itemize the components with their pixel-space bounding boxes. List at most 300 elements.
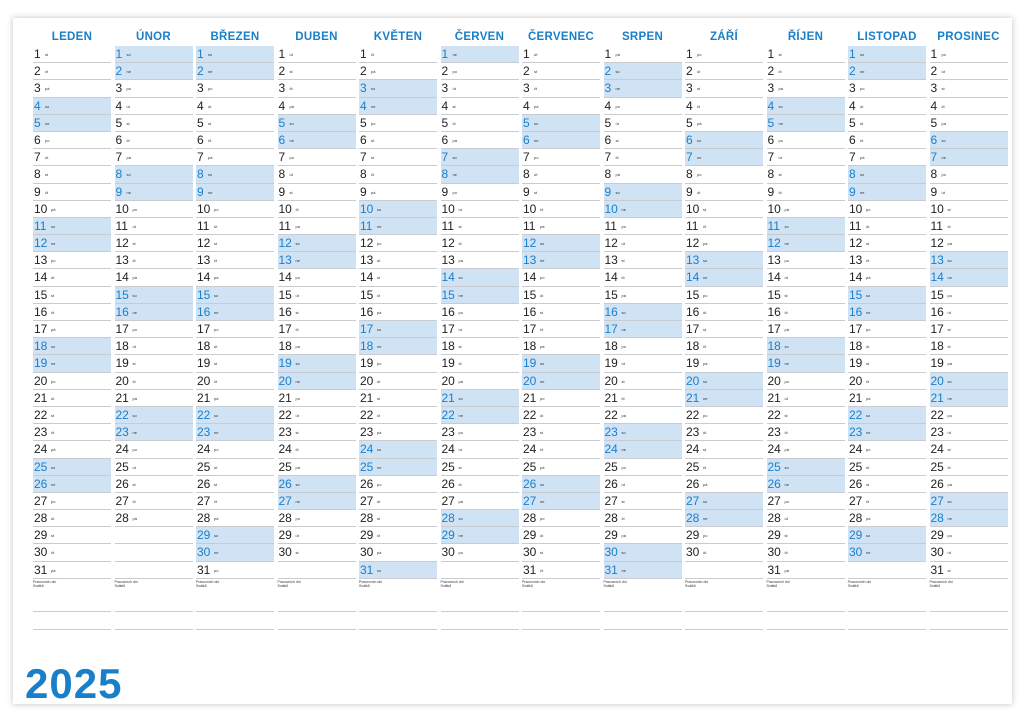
day-number: 24 [441,442,455,457]
day-number: 9 [849,184,856,199]
day-row [604,338,682,355]
day-number: 18 [849,339,863,354]
weekday-label: so [126,52,131,57]
day-row [604,373,682,390]
weekday-label: čt [377,533,381,539]
day-row [522,424,600,441]
weekday-label: pá [778,86,783,92]
day-row [115,287,193,304]
weekday-label: ne [784,481,789,487]
weekday-label: po [458,309,463,315]
day-row [522,390,600,407]
weekday-label: po [452,189,457,195]
day-number: 26 [523,476,537,491]
weekday-label: st [941,86,945,92]
holidays-label: Svátků [929,584,941,589]
day-number: 9 [523,184,530,199]
day-number: 8 [604,167,612,182]
day-row [359,63,437,80]
day-row [196,459,274,476]
day-row [359,562,437,579]
weekday-label: po [941,52,946,57]
weekday-label: ne [621,327,626,332]
weekday-label: so [860,52,865,57]
weekday-label: pá [703,241,708,247]
day-row [359,166,437,183]
weekday-label: út [866,223,870,229]
empty-row [848,562,926,579]
day-row [767,149,845,166]
day-number: 28 [523,511,537,526]
day-row [767,373,845,390]
day-row [848,80,926,97]
weekday-label: ne [866,550,871,556]
weekday-label: st [452,103,456,109]
weekday-label: po [132,206,137,212]
day-row [359,459,437,476]
weekday-label: so [377,567,382,573]
weekday-label: so [784,223,789,229]
day-row [604,166,682,183]
day-number: 26 [604,476,618,491]
day-number: 27 [441,493,455,508]
weekday-label: pá [132,395,137,401]
day-number: 13 [34,253,48,268]
weekday-label: út [51,516,55,522]
day-row [848,338,926,355]
weekday-label: čt [51,309,55,315]
weekday-label: út [51,275,55,281]
weekday-label: ne [621,447,626,453]
day-row [278,166,356,183]
weekday-label: po [458,550,463,556]
day-row [522,544,600,561]
day-row [522,166,600,183]
weekday-label: pá [784,327,789,332]
day-row [359,441,437,458]
day-row [685,544,763,561]
weekday-label: pá [534,103,539,109]
day-number: 6 [686,132,693,147]
day-row [33,527,111,544]
month-column [767,28,845,628]
day-number: 21 [767,390,781,405]
weekday-label: so [697,137,702,143]
weekday-label: pá [289,103,294,109]
holidays-label: Svátků [848,584,859,589]
day-number: 20 [930,373,944,388]
day-number: 27 [115,493,129,508]
day-number: 31 [604,562,618,577]
weekday-label: ne [540,498,545,504]
day-row [33,510,111,527]
day-row [767,407,845,424]
weekday-label: ne [458,533,463,539]
day-row [685,476,763,493]
weekday-label: po [126,86,131,92]
weekday-label: st [703,327,707,332]
note-line [33,594,111,612]
day-row [767,390,845,407]
day-row [604,424,682,441]
day-row [685,527,763,544]
day-row [196,355,274,372]
day-number: 21 [115,390,129,405]
day-row [522,132,600,149]
weekday-label: čt [784,550,788,556]
day-number: 6 [278,132,286,147]
month-name: DUBEN [295,31,338,43]
weekday-label: st [540,430,544,436]
weekday-label: pá [214,395,219,401]
weekday-label: st [132,361,136,367]
day-row [33,252,111,269]
weekday-label: po [295,275,300,281]
weekday-label: út [295,292,299,298]
weekday-label: ne [458,412,463,418]
day-row [604,184,682,201]
note-line [930,612,1008,630]
day-number: 7 [930,150,938,165]
weekday-label: ne [51,241,56,247]
weekday-label: st [784,292,788,298]
day-row [604,321,682,338]
weekday-label: pá [866,516,871,522]
day-number: 8 [34,167,41,182]
day-number: 26 [278,476,292,491]
day-number: 23 [278,425,292,440]
day-row [115,184,193,201]
day-row [196,80,274,97]
day-number: 21 [686,390,700,405]
day-row [115,338,193,355]
day-number: 4 [34,98,41,113]
weekday-label: út [295,412,299,418]
day-row [33,235,111,252]
weekday-label: út [214,344,218,350]
weekday-label: čt [534,86,538,92]
day-number: 7 [767,150,775,165]
weekday-label: pá [132,516,137,522]
weekday-label: ne [697,155,702,161]
weekday-label: pá [377,550,382,556]
legend-block [828,658,918,698]
month-name: BŘEZEN [210,31,260,43]
weekday-label: pá [941,120,946,126]
day-number: 16 [849,304,863,319]
day-row [930,80,1008,97]
weekday-label: so [289,120,294,126]
day-number: 28 [767,511,781,526]
day-number: 6 [441,132,449,147]
weekday-label: po [132,447,137,453]
day-row [522,373,600,390]
weekday-label: st [947,327,951,332]
note-line [359,594,437,612]
weekday-label: út [377,378,381,384]
day-number: 2 [849,64,856,79]
day-number: 19 [34,356,48,371]
day-number: 11 [441,218,454,233]
day-row [848,149,926,166]
weekday-label: so [866,533,871,539]
day-row [848,201,926,218]
day-number: 27 [930,493,944,508]
day-number: 23 [930,425,944,440]
day-number: 17 [686,322,700,336]
weekday-label: so [540,361,545,367]
weekday-label: čt [778,69,782,75]
day-number: 24 [360,442,374,457]
note-line [196,612,274,630]
day-row [196,510,274,527]
day-number: 15 [604,287,618,302]
weekday-label: st [214,361,218,367]
weekday-label: so [458,516,463,522]
weekday-label: ne [452,52,457,57]
weekday-label: so [703,378,708,384]
day-number: 28 [278,511,292,526]
day-number: 27 [523,493,537,508]
day-number: 14 [360,270,374,285]
weekday-label: po [214,206,219,212]
day-number: 14 [849,270,863,285]
day-row [33,390,111,407]
weekday-label: st [132,481,136,487]
weekday-label: út [51,395,55,401]
day-number: 3 [115,81,123,96]
day-row [115,493,193,510]
day-number: 17 [604,322,618,336]
day-row [522,338,600,355]
weekday-label: so [458,275,463,281]
day-row [522,201,600,218]
month-name: PROSINEC [937,31,1000,43]
note-line [115,612,193,630]
day-number: 15 [278,287,292,302]
day-number: 31 [767,562,781,577]
weekday-label: so [452,155,457,161]
note-line [848,612,926,630]
day-number: 1 [360,47,367,61]
day-number: 24 [930,442,944,457]
holidays-label: Svátků [359,584,370,589]
month-column [115,28,193,628]
day-row [115,201,193,218]
holidays-label: Svátků [685,584,696,589]
day-number: 18 [34,339,48,354]
day-number: 23 [197,425,211,440]
day-number: 8 [441,167,449,182]
day-row [767,287,845,304]
weekday-label: so [703,258,708,264]
day-row [848,407,926,424]
weekday-label: st [51,292,55,298]
day-number: 3 [849,81,856,96]
day-row [767,355,845,372]
day-row [767,115,845,132]
weekday-label: út [697,69,701,75]
day-row [33,407,111,424]
weekday-label: út [289,52,293,57]
weekday-label: po [289,155,294,161]
day-number: 19 [360,356,374,371]
day-row [522,269,600,286]
weekday-label: st [45,172,49,178]
day-row [115,321,193,338]
weekday-label: st [295,430,299,436]
day-number: 29 [767,528,781,543]
weekday-label: po [377,241,382,247]
day-number: 12 [34,236,48,251]
weekday-label: po [51,258,56,264]
weekday-label: po [941,172,946,178]
day-row [441,424,519,441]
weekday-label: ne [778,120,783,126]
weekday-label: út [866,344,870,350]
weekday-label: st [615,137,619,143]
weekday-label: čt [45,69,49,75]
day-number: 26 [34,476,48,491]
day-row [685,459,763,476]
day-row [278,269,356,286]
day-number: 5 [115,115,123,130]
day-number: 31 [34,562,48,577]
weekday-label: po [295,516,300,522]
weekday-label: po [866,447,871,453]
day-number: 12 [197,236,211,251]
day-row [278,80,356,97]
day-row [196,149,274,166]
day-row [278,287,356,304]
weekday-label: so [377,327,382,332]
day-number: 29 [849,528,863,543]
day-row [33,166,111,183]
day-number: 14 [604,270,618,285]
weekday-label: pá [860,155,865,161]
day-row [441,493,519,510]
weekday-label: čt [947,223,951,229]
weekday-label: út [540,292,544,298]
day-number: 1 [34,47,41,61]
day-row [930,493,1008,510]
day-row [604,132,682,149]
weekday-label: út [947,430,951,436]
day-number: 4 [930,98,938,113]
day-row [767,304,845,321]
weekday-label: st [377,516,381,522]
day-number: 13 [360,253,374,268]
day-row [604,355,682,372]
work-days-label: Pracovních dní [685,579,709,584]
month-column [33,28,111,628]
day-number: 13 [523,253,537,268]
weekday-label: čt [51,430,55,436]
weekday-label: so [208,52,213,57]
year-title: 2025 [25,660,123,707]
day-row [522,304,600,321]
day-row [196,338,274,355]
weekday-label: ne [866,430,871,436]
day-number: 30 [278,545,292,560]
day-number: 18 [930,339,944,354]
weekday-label: pá [703,481,708,487]
day-row [196,166,274,183]
day-number: 3 [767,81,775,96]
day-number: 3 [523,81,530,96]
weekday-label: pá [371,189,376,195]
day-number: 29 [278,528,292,543]
day-row [930,441,1008,458]
weekday-label: so [621,550,626,556]
day-number: 27 [604,493,618,508]
day-number: 25 [360,459,374,474]
day-number: 4 [360,98,367,113]
weekday-label: po [703,533,708,539]
day-number: 29 [930,528,944,543]
weekday-label: ne [371,103,376,109]
day-row [278,390,356,407]
day-row [115,459,193,476]
weekday-label: čt [132,258,136,264]
day-row [767,441,845,458]
day-number: 16 [604,304,618,319]
day-number: 20 [441,373,455,388]
day-number: 12 [849,236,863,251]
day-row [278,304,356,321]
day-row [930,373,1008,390]
weekday-label: so [295,241,300,247]
day-row [278,184,356,201]
day-number: 25 [523,459,537,474]
weekday-label: so [941,137,946,143]
month-footer [930,579,1008,594]
day-row [196,304,274,321]
day-row [33,287,111,304]
day-row [522,252,600,269]
day-row [441,390,519,407]
weekday-label: po [947,533,952,539]
day-row [930,218,1008,235]
weekday-label: st [377,395,381,401]
weekday-label: pá [621,292,626,298]
day-row [196,544,274,561]
day-row [359,80,437,97]
weekday-label: ne [784,241,789,247]
day-number: 4 [197,98,204,113]
weekday-label: st [947,447,951,453]
day-number: 20 [115,373,129,388]
day-number: 20 [523,373,537,388]
holidays-label: Svátků [33,584,44,589]
day-number: 13 [604,253,618,268]
day-number: 7 [278,150,286,165]
weekday-label: so [621,430,626,436]
day-row [196,407,274,424]
day-number: 18 [441,339,455,354]
day-row [685,218,763,235]
weekday-label: ne [452,172,457,178]
weekday-label: čt [784,430,788,436]
day-number: 21 [197,390,211,405]
day-number: 24 [849,442,863,457]
day-number: 14 [930,270,944,285]
day-row [604,269,682,286]
day-row [848,321,926,338]
day-number: 10 [686,201,700,216]
day-row [196,235,274,252]
day-row [848,269,926,286]
